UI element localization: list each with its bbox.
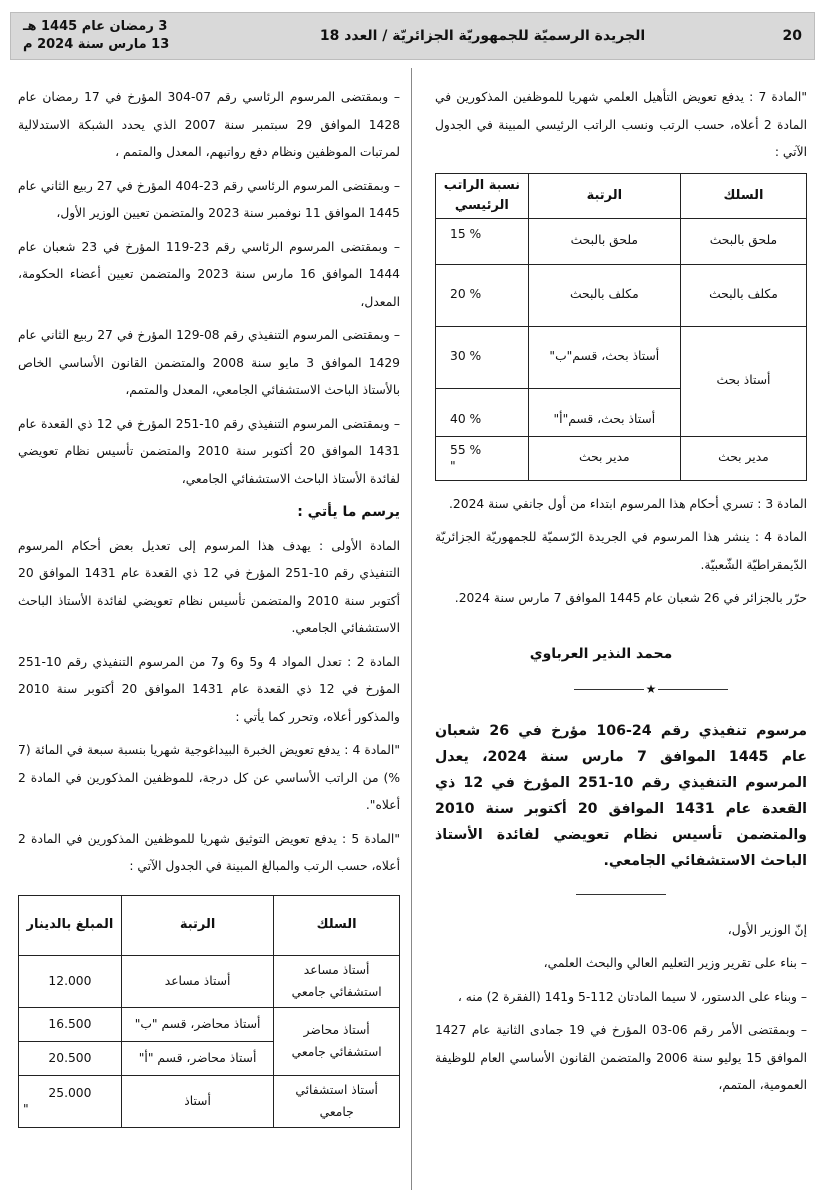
column-divider [411,68,412,1190]
table-row [436,326,807,388]
cell-amount: 12.000 [19,955,122,1007]
table-row [436,436,807,480]
cell-rate [436,436,529,480]
page-number: 20 [782,28,802,44]
decrees-heading: يرسم ما يأتي : [297,504,400,520]
col-rate: نسبة الراتب الرئيسي [436,173,529,218]
done-at: حرّر بالجزائر في 26 شعبان عام 1445 الموافق 7 مارس سنة 2024. [454,591,807,605]
article-4-quote: "المادة 4 : يدفع تعويض الخبرة البيداغوجية شهريا بنسبة سبعة في المائة (7 %) من الراتب الأساسي عن كل درجة، للموظفين المذكورين في المادة 2 أعلاه". [18,743,400,812]
table-row [19,1075,400,1127]
cell-corps: مكلف بالبحث [680,264,806,326]
cell-corps: أستاذ محاضر استشفائي جامعي [274,1007,400,1075]
cell-amount: 20.500 [19,1041,122,1075]
cell-rate: 30 % [436,326,529,388]
table-row [436,218,807,264]
cell-amount: 16.500 [19,1007,122,1041]
table-header-row [19,895,400,955]
cell-grade: أستاذ محاضر، قسم "أ" [121,1041,273,1075]
documentation-allowance-table [18,895,400,1128]
title-underline [576,894,666,895]
article-4: المادة 4 : ينشر هذا المرسوم في الجريدة الرّسميّة للجمهوريّة الجزائريّة الدّيمقراطيّة الشّعبيّة. [435,530,807,572]
preamble-item: – وبناء على الدستور، لا سيما المادتان 112-5 و141 (الفقرة 2) منه ، [457,989,807,1004]
col-amount: المبلغ بالدينار [19,895,122,955]
cell-grade: أستاذ [121,1075,273,1127]
page-header [10,12,815,60]
cell-corps: أستاذ استشفائي جامعي [274,1075,400,1127]
article-3: المادة 3 : تسري أحكام هذا المرسوم ابتداء من أول جانفي سنة 2024. [449,496,807,511]
cell-grade: أستاذ محاضر، قسم "ب" [121,1007,273,1041]
col-grade: الرتبة [121,895,273,955]
cell-amount [19,1075,122,1127]
signature: محمد النذير العرباوي [529,645,673,662]
preamble-item: – بناء على تقرير وزير التعليم العالي والبحث العلمي، [543,956,807,970]
cell-grade: مكلف بالبحث [528,264,680,326]
article-5-quote: "المادة 5 : يدفع تعويض التوثيق شهريا للموظفين المذكورين في المادة 2 أعلاه، حسب الرتب والمبالغ المبينة في الجدول الآتي : [18,831,400,873]
cell-corps: أستاذ مساعد استشفائي جامعي [274,955,400,1007]
col-corps: السلك [680,173,806,218]
col-corps: السلك [274,895,400,955]
issue-date [23,18,203,54]
col-grade: الرتبة [528,173,680,218]
article-7-intro: "المادة 7 : يدفع تعويض التأهيل العلمي شهريا للموظفين المذكورين في المادة 2 أعلاه، حسب الرتب ونسب الراتب الرئيسي المبينة في الجدول الآتي : [435,90,807,159]
cell-rate: 40 % [436,388,529,436]
cell-grade: أستاذ مساعد [121,955,273,1007]
section-separator [435,676,807,704]
star-icon: ★ [645,682,657,696]
qualification-allowance-table [435,173,807,481]
cell-rate: 20 % [436,264,529,326]
journal-title: الجريدة الرسميّة للجمهوريّة الجزائريّة / العدد 18 [319,28,646,44]
date-hijri: 3 رمضان عام 1445 هـ [23,19,168,34]
table-row [19,955,400,1007]
cell-grade: أستاذ بحث، قسم"ب" [528,326,680,388]
table-row [436,264,807,326]
closing-quote: " [450,459,456,473]
decree-title: مرسوم تنفيذي رقم 24-106 مؤرخ في 26 شعبان عام 1445 الموافق 7 مارس سنة 2024، يعدل المرسوم التنفيذي رقم 10-251 المؤرخ في 12 ذي القعدة عام 1431 الموافق 20 أكتوبر سنة 2010 والمتضمن تأسيس نظام تعويضي لفائدة الأستاذ الباحث الاستشفائي الجامعي. [435,722,808,869]
right-column [435,84,807,1192]
cell-grade: مدير بحث [528,436,680,480]
cell-grade: أستاذ بحث، قسم"أ" [528,388,680,436]
table-row [19,1007,400,1041]
left-column [18,84,400,1192]
cell-rate: 15 % [436,218,529,264]
preamble-pm: إنّ الوزير الأول، [727,922,807,937]
article-1: المادة الأولى : يهدف هذا المرسوم إلى تعديل بعض أحكام المرسوم التنفيذي رقم 10-251 المؤرخ في 12 ذي القعدة عام 1431 الموافق 20 أكتوبر سنة 2010 والمتضمن تأسيس نظام تعويضي لفائدة الأستاذ الباحث الاستشفائي الجامعي. [18,538,401,635]
preamble-item: – وبمقتضى الأمر رقم 06-03 المؤرخ في 19 جمادى الثانية عام 1427 الموافق 15 يوليو سنة 2006 والمتضمن القانون الأساسي العام للوظيفة العمومية، المتمم، [435,1023,808,1092]
preamble-item: – وبمقتضى المرسوم الرئاسي رقم 07-304 المؤرخ في 17 رمضان عام 1428 الموافق 29 سبتمبر سنة 2007 الذي يحدد الشبكة الاستدلالية لمرتبات الموظفين ونظام دفع رواتبهم، المعدل والمتمم ، [18,90,401,159]
preamble-item: – وبمقتضى المرسوم الرئاسي رقم 23-119 المؤرخ في 23 شعبان عام 1444 الموافق 16 مارس سنة 2023 والمتضمن تعيين أعضاء الحكومة، المعدل، [18,239,400,309]
article-2: المادة 2 : تعدل المواد 4 و5 و6 و7 من المرسوم التنفيذي رقم 10-251 المؤرخ في 12 ذي القعدة عام 1431 الموافق 20 أكتوبر سنة 2010 والمذكور أعلاه، وتحرر كما يأتي : [18,654,401,724]
cell-corps: ملحق بالبحث [680,218,806,264]
cell-corps: مدير بحث [680,436,806,480]
table-header-row [436,173,807,218]
date-gregorian: 13 مارس سنة 2024 م [23,37,170,52]
closing-quote: " [23,1102,29,1116]
amount-value: 25.000 [48,1086,92,1100]
rate-value: 55 % [450,443,482,457]
preamble-item: – وبمقتضى المرسوم الرئاسي رقم 23-404 المؤرخ في 27 ربيع الثاني عام 1445 الموافق 11 نوفمبر سنة 2023 والمتضمن تعيين الوزير الأول، [18,178,400,220]
preamble-item: – وبمقتضى المرسوم التنفيذي رقم 10-251 المؤرخ في 12 ذي القعدة عام 1431 الموافق 20 أكتوبر سنة 2010 والمتضمن تأسيس نظام تعويضي لفائدة الأستاذ الباحث الاستشفائي الجامعي، [18,416,400,486]
cell-corps: أستاذ بحث [680,326,806,436]
preamble-item: – وبمقتضى المرسوم التنفيذي رقم 08-129 المؤرخ في 27 ربيع الثاني عام 1429 الموافق 3 مايو سنة 2008 والمتضمن القانون الأساسي الخاص بالأستاذ الباحث الاستشفائي الجامعي، المعدل والمتمم، [18,328,400,397]
cell-grade: ملحق بالبحث [528,218,680,264]
